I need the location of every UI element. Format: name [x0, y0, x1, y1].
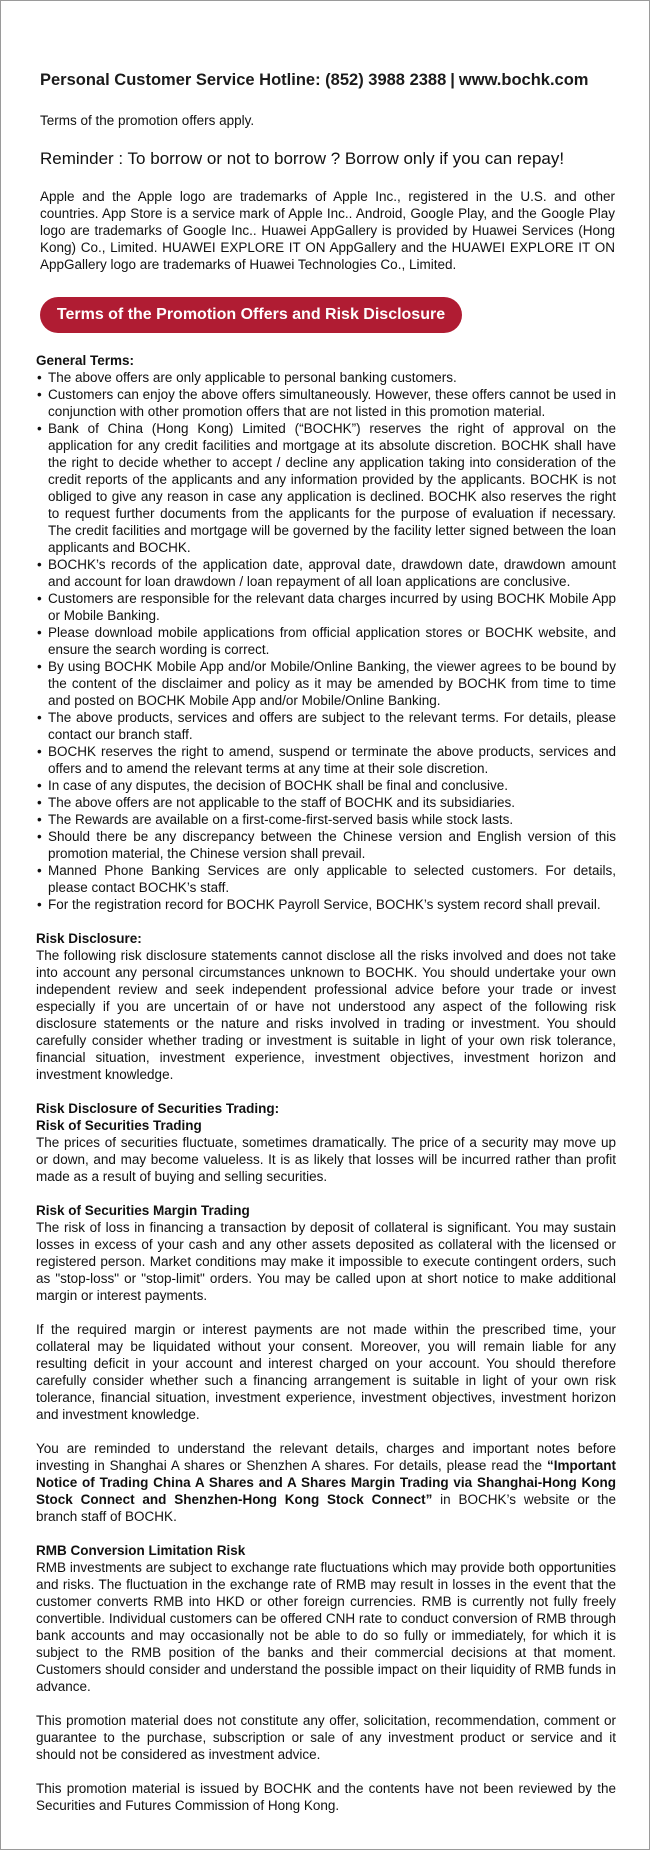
list-item: • Should there be any discrepancy between the Chinese version and English version of this promotion material, the Chinese version shall prevail.: [36, 828, 616, 862]
list-item: • In case of any disputes, the decision of BOCHK shall be final and conclusive.: [36, 777, 616, 794]
rmb-risk-body: RMB investments are subject to exchange rate fluctuations which may provide both opportunities and risks. The fluctuation in the exchange rate of RMB may result in losses in the event that the customer converts RMB into HKD or other foreign currencies. RMB is currently not fully freely convertible. Individual customers can be offered CNH rate to conduct conversion of RMB through bank accounts and may occasionally not be able to do so fully or immediately, for which it is subject to the RMB position of the banks and their commercial decisions at that moment. Customers should consider and understand the possible impact on their liquidity of RMB funds in advance.: [36, 1560, 616, 1694]
investment-disclaimer: This promotion material does not constitute any offer, solicitation, recommendation, comment or guarantee to the purchase, subscription or sale of any investment product or service and it should not be considered as investment advice.: [36, 1713, 616, 1762]
rmb-risk-heading: RMB Conversion Limitation Risk: [36, 1543, 246, 1558]
list-item: • The above offers are not applicable to the staff of BOCHK and its subsidiaries.: [36, 794, 616, 811]
list-item: • Please download mobile applications from official application stores or BOCHK website, and ensure the search wording is correct.: [36, 624, 616, 658]
header-separator: |: [450, 71, 455, 89]
list-item: • The Rewards are available on a first-come-first-served basis while stock lasts.: [36, 811, 616, 828]
general-terms-heading: General Terms:: [36, 353, 135, 368]
margin-trading-body-2: If the required margin or interest payments are not made within the prescribed time, your collateral may be liquidated without your consent. Moreover, you will remain liable for any resulting deficit in your account and interest charged on your account. You should therefore carefully consider whether such a financing arrangement is suitable in light of your own risk tolerance, financial situation, investment experience, investment objectives, investment horizon and investment knowledge.: [36, 1322, 616, 1422]
list-item: • Customers are responsible for the relevant data charges incurred by using BOCHK Mobile App or Mobile Banking.: [36, 590, 616, 624]
securities-trading-subheading: Risk of Securities Trading: [36, 1118, 202, 1133]
trademark-notice: Apple and the Apple logo are trademarks of Apple Inc., registered in the U.S. and other countries. App Store is a service mark of Apple Inc.. Android, Google Play, and the Google Play logo are trademarks of Google Inc.. Huawei AppGallery is provided by Huawei Services (Hong Kong) Co., Limited. HUAWEI EXPLORE IT ON AppGallery and the HUAWEI EXPLORE IT ON AppGallery logo are trademarks of Huawei Technologies Co., Limited.: [40, 189, 615, 272]
banner-title: Terms of the Promotion Offers and Risk Disclosure: [56, 306, 446, 323]
borrow-reminder: Reminder : To borrow or not to borrow ? Borrow only if you can repay!: [40, 149, 565, 168]
a-shares-reminder-tail: in BOCHK’s website or the branch staff of BOCHK.: [36, 1492, 616, 1524]
risk-disclosure-heading: Risk Disclosure:: [36, 931, 142, 946]
list-item: • Customers can enjoy the above offers simultaneously. However, these offers cannot be used in conjunction with other promotion offers that are not listed in this promotion material.: [36, 386, 616, 420]
list-item: • Manned Phone Banking Services are only applicable to selected customers. For details, please contact BOCHK’s staff.: [36, 862, 616, 896]
list-item: • By using BOCHK Mobile App and/or Mobile/Online Banking, the viewer agrees to be bound by the content of the disclaimer and policy as it may be amended by BOCHK from time to time and posted on BOCHK Mobile App and/or Mobile/Online Banking.: [36, 658, 616, 709]
list-item: • BOCHK reserves the right to amend, suspend or terminate the above products, services and offers and to amend the relevant terms at any time at their sole discretion.: [36, 743, 616, 777]
issuer-statement: This promotion material is issued by BOCHK and the contents have not been reviewed by the Securities and Futures Commission of Hong Kong.: [36, 1781, 616, 1813]
a-shares-reminder-lead: You are reminded to understand the relevant details, charges and important notes before investing in Shanghai A shares or Shenzhen A shares. For details, please read the: [36, 1441, 616, 1473]
securities-trading-heading: Risk Disclosure of Securities Trading:: [36, 1101, 280, 1116]
general-terms-list: [36, 369, 616, 913]
a-shares-reminder: [36, 1440, 616, 1525]
list-item: • The above offers are only applicable to personal banking customers.: [36, 369, 616, 386]
list-item: • BOCHK’s records of the application date, approval date, drawdown date, drawdown amount and account for loan drawdown / loan repayment of all loan applications are conclusive.: [36, 556, 616, 590]
a-shares-notice-title: “Important Notice of Trading China A Shares and A Shares Margin Trading via Shanghai-Hong Kong Stock Connect and Shenzhen-Hong Kong Stock Connect”: [36, 1458, 616, 1507]
list-item: • The above products, services and offers are subject to the relevant terms. For details, please contact our branch staff.: [36, 709, 616, 743]
terms-banner: [40, 297, 462, 333]
margin-trading-heading: Risk of Securities Margin Trading: [36, 1203, 250, 1218]
securities-trading-body: The prices of securities fluctuate, sometimes dramatically. The price of a security may move up or down, and may become valueless. It is as likely that losses will be incurred rather than profit made as a result of buying and selling securities.: [36, 1135, 616, 1184]
website-link[interactable]: www.bochk.com: [458, 71, 589, 89]
terms-content: [36, 352, 616, 1814]
hotline-header: [40, 71, 588, 90]
list-item: • For the registration record for BOCHK Payroll Service, BOCHK’s system record shall prevail.: [36, 896, 616, 913]
list-item: • Bank of China (Hong Kong) Limited (“BOCHK”) reserves the right of approval on the application for any credit facilities and mortgage at its absolute discretion. BOCHK shall have the right to decide whether to accept / decline any application taking into consideration of the credit reports of the applicants and any information provided by the applicants. BOCHK is not obliged to give any reason in case any application is declined. BOCHK also reserves the right to request further documents from the applicants for the purpose of evaluation if necessary. The credit facilities and mortgage will be governed by the facility letter signed between the loan applicants and BOCHK.: [36, 420, 616, 556]
risk-disclosure-body: The following risk disclosure statements cannot disclose all the risks involved and does not take into account any personal circumstances unknown to BOCHK. You should undertake your own independent review and seek independent professional advice before your trade or invest especially if you are uncertain of or have not understood any aspect of the following risk disclosure statements or the nature and risks involved in trading or investment. You should carefully consider whether trading or investment is suitable in light of your own risk tolerance, financial situation, investment experience, investment objectives, investment horizon and investment knowledge.: [36, 948, 616, 1082]
margin-trading-body-1: The risk of loss in financing a transaction by deposit of collateral is significant. You may sustain losses in excess of your cash and any other assets deposited as collateral with the licensed or registered person. Market conditions may make it impossible to execute contingent orders, such as "stop-loss" or "stop-limit" orders. You may be called upon at short notice to make additional margin or interest payments.: [36, 1220, 616, 1303]
hotline-text: Personal Customer Service Hotline: (852) 3988 2388: [40, 71, 447, 89]
terms-apply-note: Terms of the promotion offers apply.: [40, 113, 255, 128]
